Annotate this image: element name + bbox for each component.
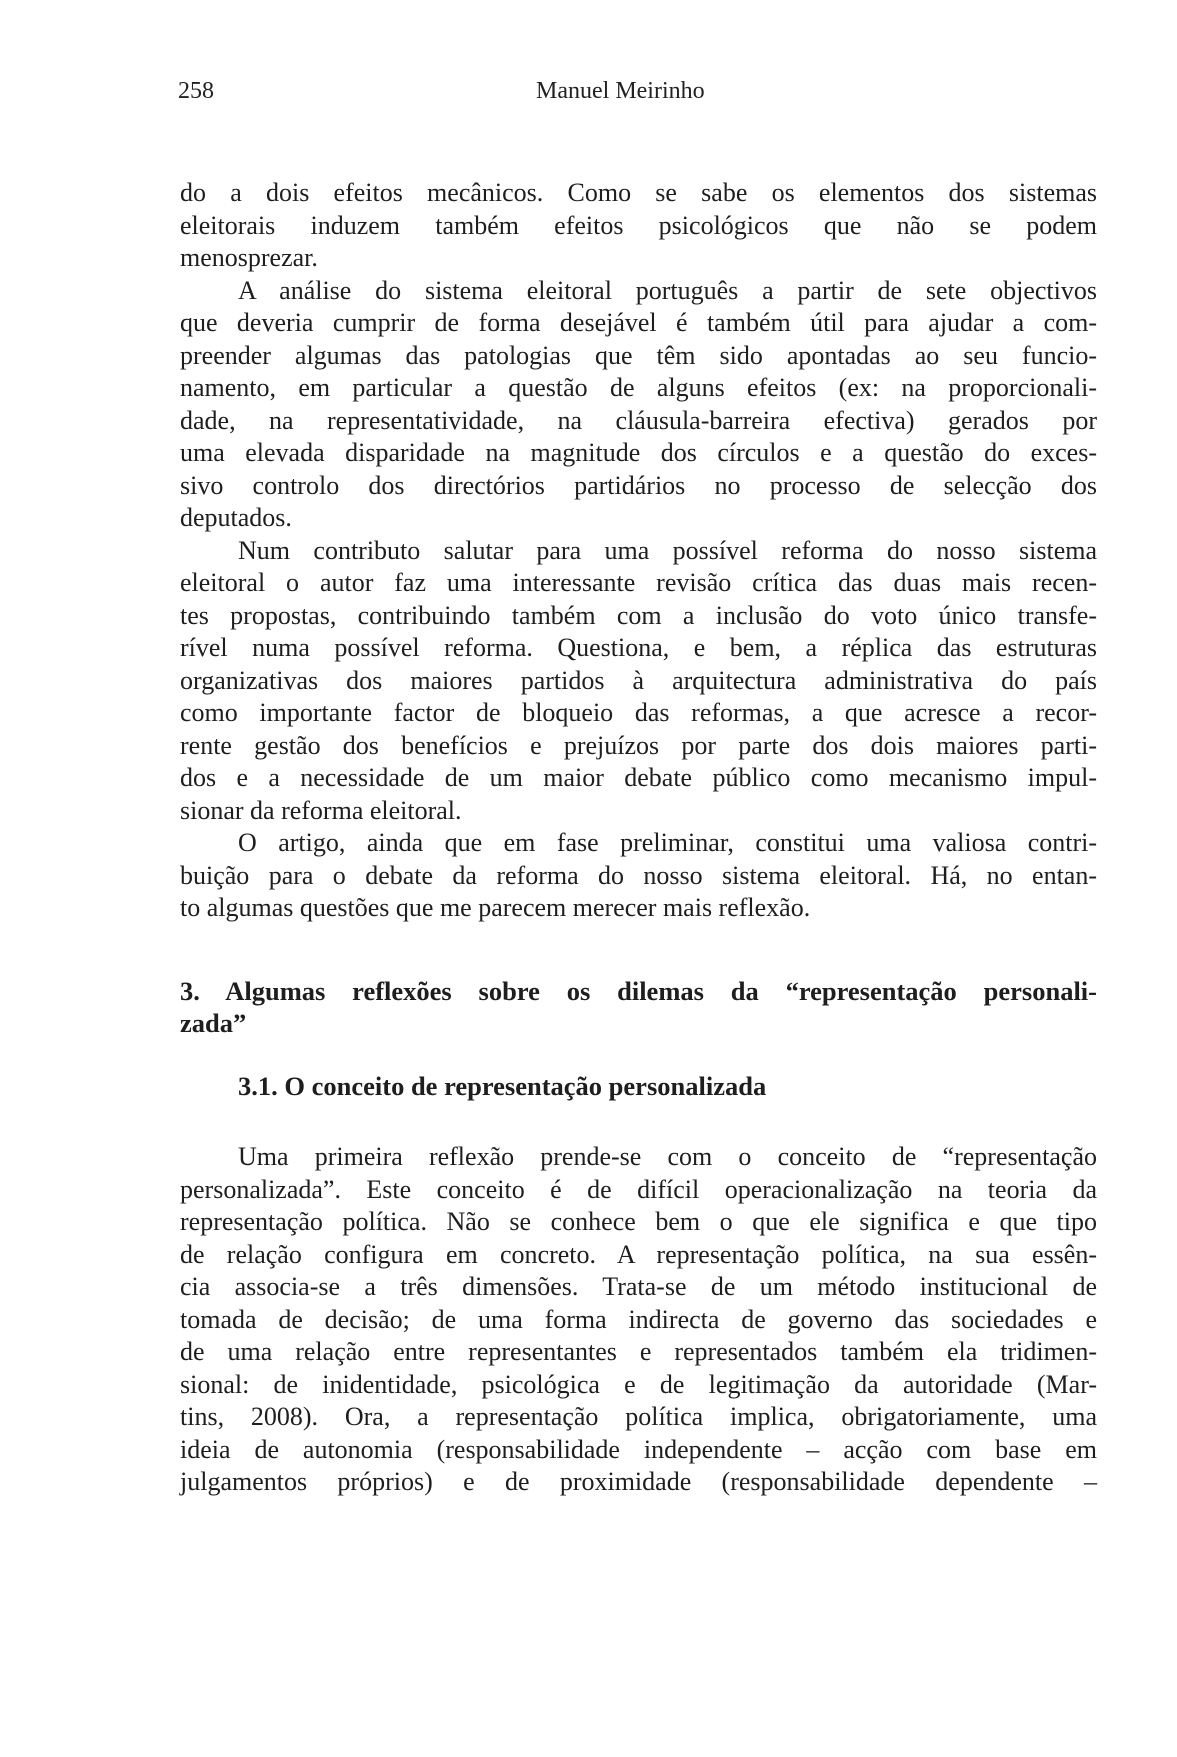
text-line: personalizada”. Este conceito é de difícil operacionalização na teoria da <box>180 1174 1097 1204</box>
text-line: buição para o debate da reforma do nosso sistema eleitoral. Há, no entan- <box>180 860 1097 890</box>
text-line: tes propostas, contribuindo também com a inclusão do voto único transfe- <box>180 600 1097 630</box>
paragraph <box>180 275 1097 535</box>
body-text <box>180 177 1097 1499</box>
spacer <box>180 925 1097 975</box>
spacer <box>180 1040 1097 1070</box>
spacer <box>180 1102 1097 1141</box>
text-line: tins, 2008). Ora, a representação política implica, obrigatoriamente, uma <box>180 1402 1097 1431</box>
text-line: representação política. Não se conhece bem o que ele significa e que tipo <box>180 1207 1097 1236</box>
paragraph <box>180 1141 1097 1499</box>
text-line: organizativas dos maiores partidos à arquitectura administrativa do país <box>180 665 1097 695</box>
text-line: julgamentos próprios) e de proximidade (responsabilidade dependente – <box>180 1467 1097 1496</box>
page-number: 258 <box>178 78 214 104</box>
text-line: to algumas questões que me parecem merecer mais reflexão. <box>180 893 811 922</box>
subsection-heading <box>180 1070 1097 1103</box>
text-line: rível numa possível reforma. Questiona, e bem, a réplica das estruturas <box>180 633 1097 662</box>
heading-line: zada” <box>180 1008 247 1038</box>
text-line: O artigo, ainda que em fase preliminar, constitui uma valiosa contri- <box>238 828 1097 857</box>
text-line: Num contributo salutar para uma possível reforma do nosso sistema <box>238 535 1097 565</box>
text-line: do a dois efeitos mecânicos. Como se sabe os elementos dos sistemas <box>180 178 1097 207</box>
heading-line: 3. Algumas reflexões sobre os dilemas da “representação personali- <box>180 975 1097 1006</box>
text-line: dos e a necessidade de um maior debate público como mecanismo impul- <box>180 763 1097 792</box>
text-line: eleitorais induzem também efeitos psicológicos que não se podem <box>180 210 1097 240</box>
text-line: de uma relação entre representantes e representados também ela tridimen- <box>180 1337 1097 1366</box>
text-line: como importante factor de bloqueio das reformas, a que acresce a recor- <box>180 698 1097 727</box>
paragraph <box>180 535 1097 828</box>
heading-line: 3.1. O conceito de representação personalizada <box>238 1070 767 1101</box>
paragraph <box>180 827 1097 925</box>
text-line: menosprezar. <box>180 243 318 272</box>
section-heading <box>180 975 1097 1040</box>
text-line: tomada de decisão; de uma forma indirecta de governo das sociedades e <box>180 1304 1097 1334</box>
text-line: de relação configura em concreto. A representação política, na sua essên- <box>180 1239 1097 1269</box>
text-line: deputados. <box>180 503 292 532</box>
text-line: eleitoral o autor faz uma interessante revisão crítica das duas mais recen- <box>180 568 1097 597</box>
text-line: sionar da reforma eleitoral. <box>180 795 462 825</box>
text-line: namento, em particular a questão de alguns efeitos (ex: na proporcionali- <box>180 373 1097 402</box>
text-line: sivo controlo dos directórios partidários no processo de selecção dos <box>180 470 1097 500</box>
text-line: preender algumas das patologias que têm sido apontadas ao seu funcio- <box>180 340 1097 370</box>
text-line: A análise do sistema eleitoral português a partir de sete objectivos <box>238 275 1097 305</box>
text-line: Uma primeira reflexão prende-se com o conceito de “representação <box>238 1142 1097 1171</box>
page-header <box>178 78 1096 110</box>
running-head: Manuel Meirinho <box>536 78 705 104</box>
text-line: cia associa-se a três dimensões. Trata-se de um método institucional de <box>180 1272 1097 1301</box>
text-line: dade, na representatividade, na cláusula-barreira efectiva) gerados por <box>180 405 1097 435</box>
text-line: que deveria cumprir de forma desejável é também útil para ajudar a com- <box>180 308 1097 337</box>
text-line: sional: de inidentidade, psicológica e de legitimação da autoridade (Mar- <box>180 1369 1097 1399</box>
text-line: rente gestão dos benefícios e prejuízos por parte dos dois maiores parti- <box>180 730 1097 760</box>
paragraph <box>180 177 1097 275</box>
text-line: uma elevada disparidade na magnitude dos círculos e a questão do exces- <box>180 438 1097 467</box>
text-line: ideia de autonomia (responsabilidade independente – acção com base em <box>180 1434 1097 1464</box>
